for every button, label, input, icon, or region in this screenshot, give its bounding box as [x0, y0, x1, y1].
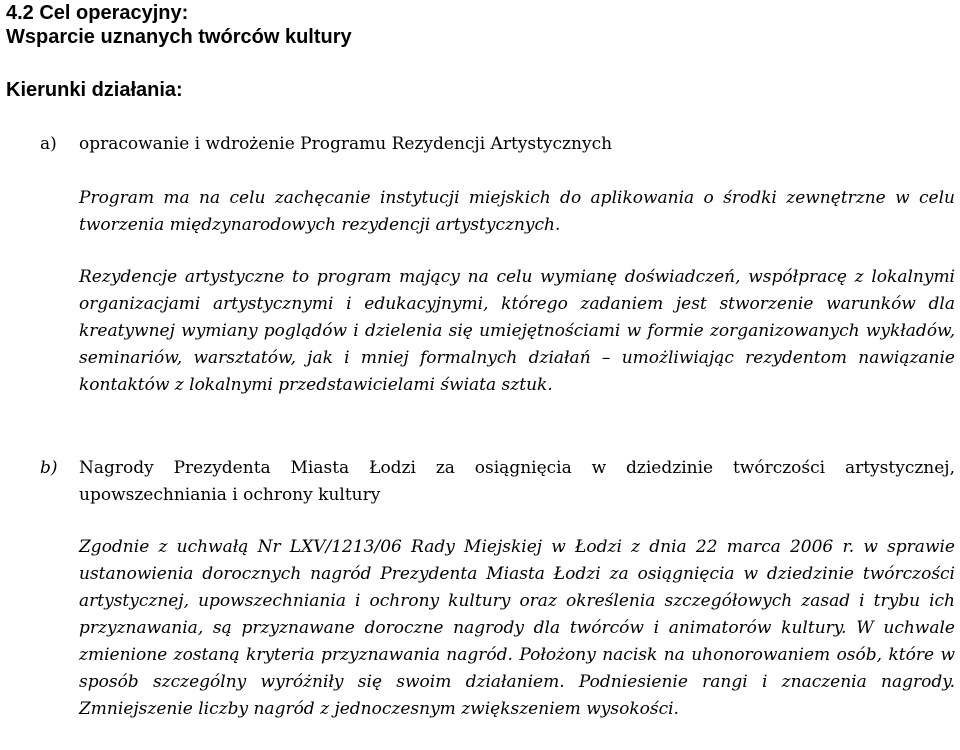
item-a-marker: a): [40, 134, 57, 154]
item-a-paragraph-2: Rezydencje artystyczne to program mający na celu wymianę doświadczeń, współpracę z lokalnymi organizacjami artystycznymi i edukacyjnymi, którego zadaniem jest stworzenie warunków dla kreatywnej wymiany poglądów i dzielenia się umiejętnościami w formie zorganizowanych wykładów, seminariów, warsztatów, jak i mniej formalnych działań – umożliwiając rezydentom nawiązanie kontaktów z lokalnymi przedstawicielami świata sztuk.: [79, 267, 955, 395]
item-b-paragraph-1: Zgodnie z uchwałą Nr LXV/1213/06 Rady Miejskiej w Łodzi z dnia 22 marca 2006 r. w sprawie ustanowienia dorocznych nagród Prezydenta Miasta Łodzi za osiągnięcia w dziedzinie twórczości artystycznej, upowszechniania i ochrony kultury oraz określenia szczegółowych zasad i trybu ich przyznawania, są przyznawane doroczne nagrody dla twórców i animatorów kultury. W uchwale zmienione zostaną kryteria przyznawania nagród. Położony nacisk na uhonorowaniem osób, które w sposób szczególny wyróżniły się swoim działaniem. Podniesienie rangi i znaczenia nagrody. Zmniejszenie liczby nagród z jednoczesnym zwiększeniem wysokości.: [79, 537, 955, 719]
operational-goal: Wsparcie uznanych twórców kultury: [6, 26, 352, 48]
item-a-paragraph-1: Program ma na celu zachęcanie instytucji miejskich do aplikowania o środki zewnętrzne w celu tworzenia międzynarodowych rezydencji artystycznych.: [79, 188, 955, 235]
item-b-marker: b): [40, 458, 58, 478]
section-number-title: 4.2 Cel operacyjny:: [6, 2, 189, 24]
item-a-title: opracowanie i wdrożenie Programu Rezydencji Artystycznych: [79, 134, 613, 154]
action-directions-label: Kierunki działania:: [6, 79, 183, 101]
item-b-title: Nagrody Prezydenta Miasta Łodzi za osiągnięcia w dziedzinie twórczości artystycznej, upowszechniania i ochrony kultury: [79, 458, 955, 505]
